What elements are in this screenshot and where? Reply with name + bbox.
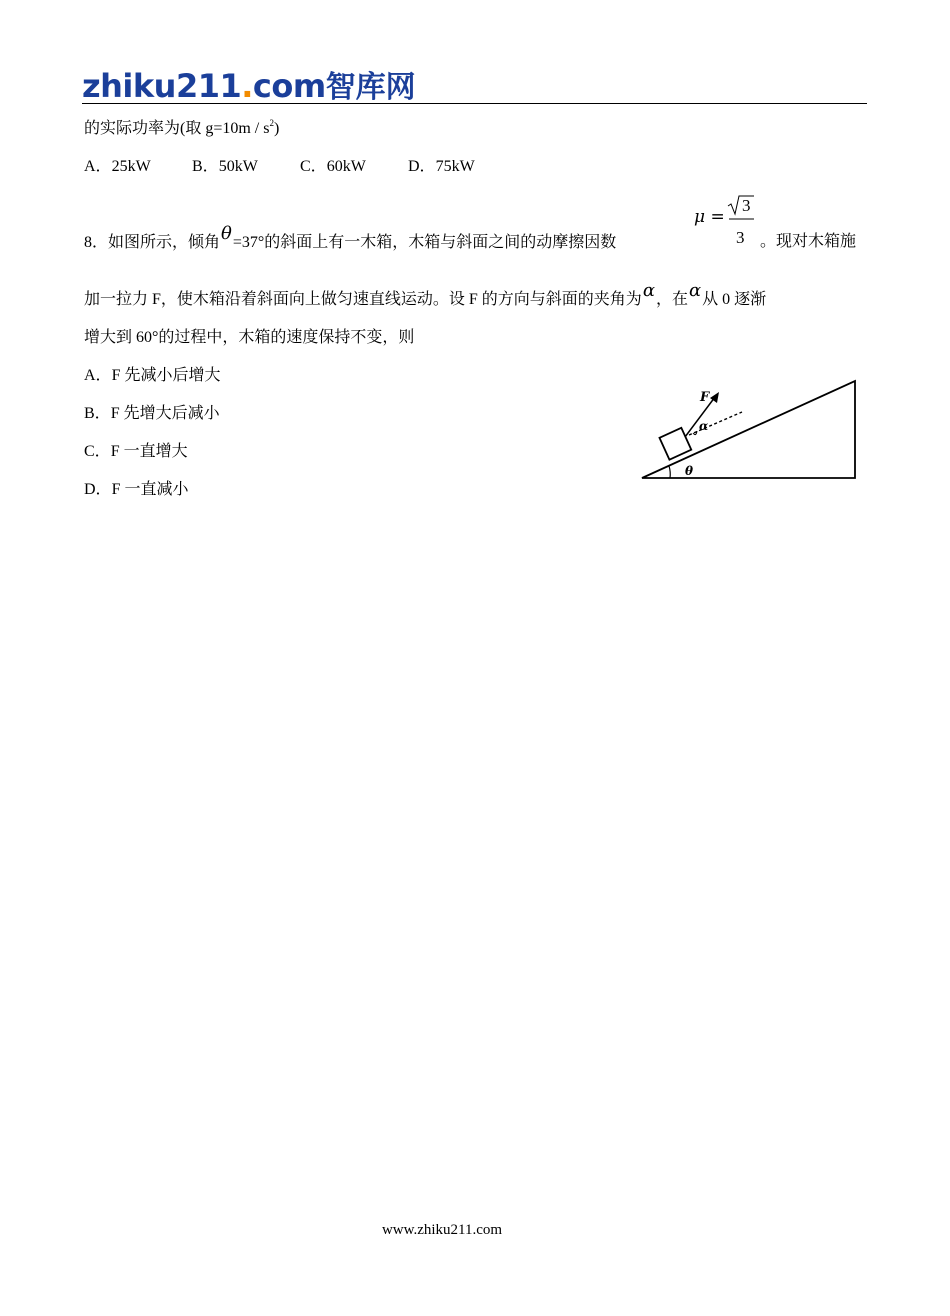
footer [0, 1222, 950, 1239]
alpha-symbol-2: α [688, 280, 702, 301]
alpha-symbol-1: α [642, 280, 655, 301]
q8-while-text: ，在 [655, 291, 688, 308]
q8-line-3: 增大到 60°的过程中，木箱的速度保持不变，则 [84, 329, 415, 346]
mu-lhs: μ = [694, 207, 725, 227]
incline-diagram [638, 376, 860, 484]
q7-option-a: A．25kW [84, 158, 151, 175]
footer-url[interactable]: www.zhiku211.com [381, 1222, 503, 1238]
logo-dot: . [241, 67, 253, 105]
logo-latin: zhiku211 [82, 67, 242, 105]
q8-friction-text: =37°的斜面上有一木箱，木箱与斜面之间的动摩擦因数 [232, 234, 617, 251]
q8-force-text: 加一拉力 F，使木箱沿着斜面向上做匀速直线运动。设 F 的方向与斜面的夹角为 [84, 291, 642, 308]
mu-numerator: 3 [742, 196, 751, 215]
theta-arc [669, 466, 670, 478]
force-label: F [700, 390, 710, 405]
mu-denominator: 3 [736, 228, 745, 247]
q8-option-c: C．F 一直增大 [84, 443, 188, 460]
q7-text [84, 119, 279, 140]
q8-line-1-end: 。现对木箱施 [760, 233, 857, 250]
q8-option-b: B．F 先增大后减小 [84, 405, 220, 422]
alpha-label: α [699, 419, 709, 433]
q7-option-b: B．50kW [192, 158, 258, 175]
q8-line-2 [84, 280, 767, 310]
theta-symbol: θ [221, 223, 232, 244]
theta-label: θ [685, 464, 694, 478]
q7-options [84, 157, 475, 177]
mu-formula [692, 192, 762, 248]
q8-intro: 8．如图所示，倾角 [84, 234, 221, 251]
logo-chinese: 智库网 [325, 70, 416, 105]
incline-triangle [642, 381, 855, 478]
crate [659, 428, 691, 460]
q7-close: ) [273, 120, 280, 137]
logo-com: com [252, 67, 326, 105]
crate-box [659, 428, 691, 460]
q8-option-d: D．F 一直减小 [84, 481, 189, 498]
q7-tail: 的实际功率为(取 g=10m / s [84, 120, 270, 137]
q7-option-d: D．75kW [408, 158, 475, 175]
header-rule [82, 103, 867, 104]
q7-superscript: 2 [269, 118, 274, 128]
site-logo [82, 66, 416, 106]
q7-option-c: C．60kW [300, 158, 366, 175]
q8-option-a: A．F 先减小后增大 [84, 367, 221, 384]
q8-line-1 [84, 223, 617, 253]
q8-range-text: 从 0 逐渐 [702, 291, 767, 308]
